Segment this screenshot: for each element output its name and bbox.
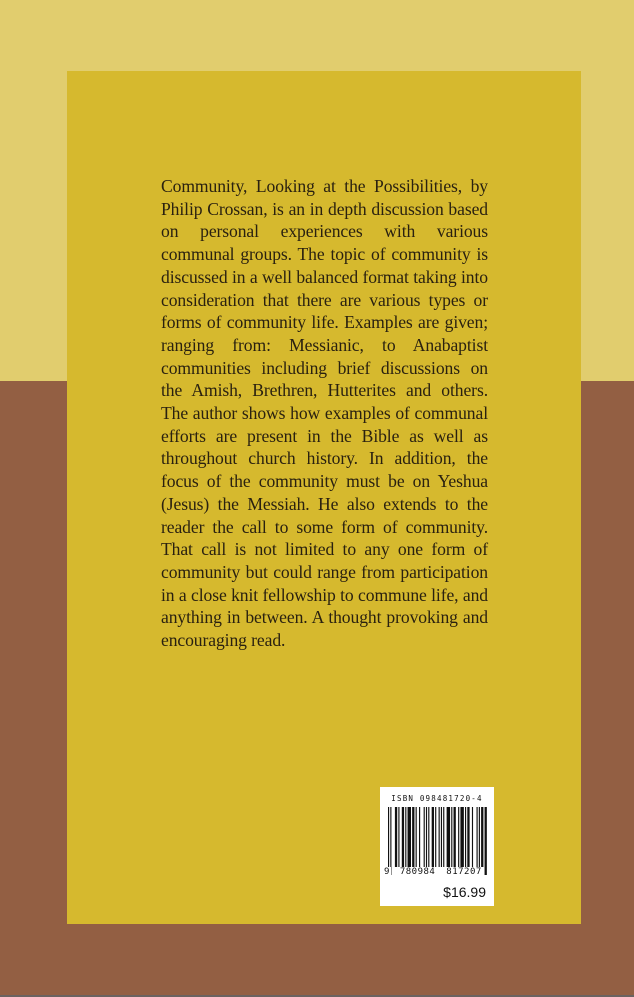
barcode-digits-left: 780984	[399, 867, 436, 877]
barcode-bar	[426, 807, 427, 867]
barcode-digit-lead: 9	[384, 867, 390, 877]
barcode-bar	[485, 807, 487, 875]
barcode-bar	[472, 807, 473, 867]
barcode-bar	[402, 807, 404, 867]
barcode-bar	[460, 807, 463, 867]
book-description: Community, Looking at the Possibilities, by Philip Crossan, is an in depth discussion based on personal experiences with various communal groups. The topic of community is discussed in a well balanced format taking into consideration that there are various types or forms of community life. Examples are given; ranging from: Messianic, to Anabaptist communities including brief discussions on the Amish, Brethren, Hutterites and others. The author shows how examples of communal efforts are present in the Bible as well as throughout church history. In addition, the focus of the community must be on Yeshua (Jesus) the Messiah. He also extends to the reader the call to some form of community. That call is not limited to any one form of community but could range from participation in a close knit fellowship to commune life, and anything in between. A thought provoking and encouraging read.	[161, 176, 488, 651]
barcode-bar	[405, 807, 406, 867]
barcode-bars	[388, 807, 488, 875]
barcode-bar	[428, 807, 429, 867]
barcode-bar	[441, 807, 442, 867]
barcode-graphic	[388, 807, 488, 875]
barcode-bar	[390, 807, 391, 875]
barcode-bar	[432, 807, 434, 867]
barcode-bar	[395, 807, 397, 867]
barcode-digits-right: 817207	[446, 867, 482, 877]
barcode-label	[380, 787, 494, 906]
barcode-bar	[398, 807, 399, 867]
barcode-bar	[439, 807, 440, 867]
barcode-bar	[467, 807, 469, 867]
barcode-bar	[412, 807, 414, 867]
barcode-bar	[477, 807, 478, 867]
price-tag: $16.99	[443, 884, 486, 900]
barcode-bar	[443, 807, 444, 867]
isbn-text: ISBN 098481720-4	[391, 794, 483, 803]
barcode-bar	[458, 807, 459, 867]
barcode-bar	[424, 807, 425, 867]
barcode-bar	[416, 807, 417, 867]
barcode-bar	[465, 807, 466, 867]
barcode-bar	[435, 807, 436, 867]
barcode-bar	[388, 807, 389, 875]
barcode-bar	[419, 807, 420, 867]
barcode-bar	[481, 807, 483, 867]
barcode-bar	[408, 807, 411, 867]
barcode-bar	[454, 807, 456, 867]
barcode-digits	[383, 867, 493, 877]
barcode-bar	[451, 807, 452, 867]
back-cover-panel	[67, 71, 581, 924]
barcode-bar	[447, 807, 450, 867]
barcode-bar	[479, 807, 480, 867]
